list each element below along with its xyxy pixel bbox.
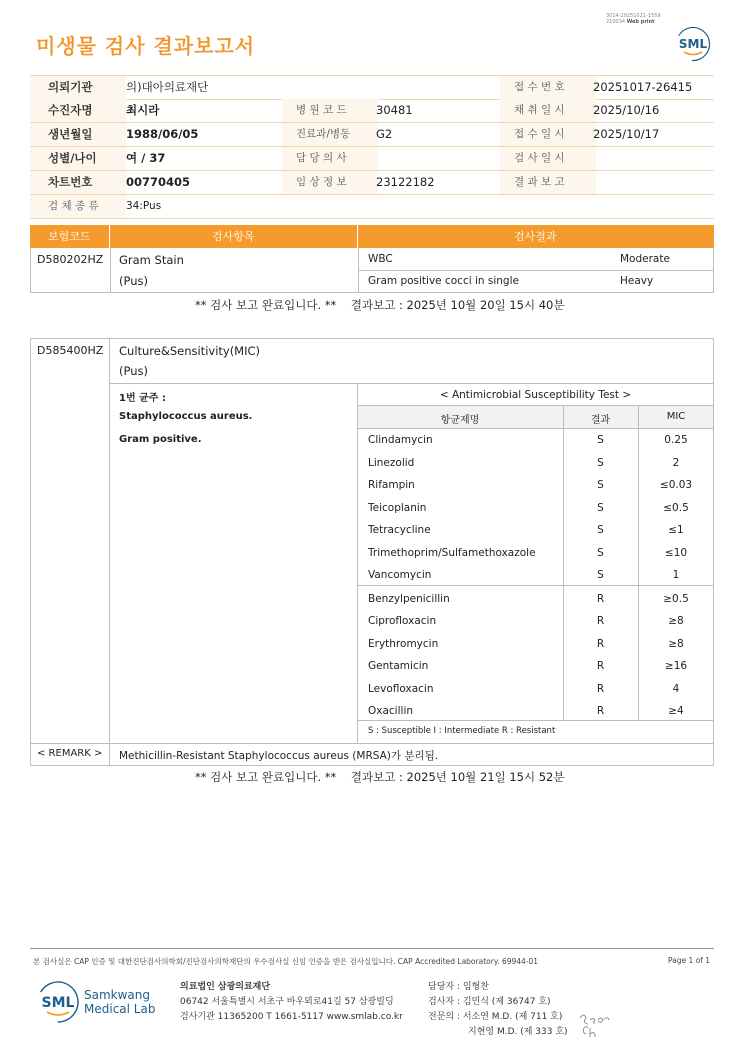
- drug-name: Benzylpenicillin: [368, 592, 450, 605]
- culture-test-name: Culture&Sensitivity(MIC): [119, 344, 261, 358]
- drug-name: Rifampin: [368, 479, 415, 491]
- signature-image: [578, 1008, 612, 1045]
- drug-result: R: [596, 615, 605, 627]
- doctor-label: 담 당 의 사: [282, 147, 378, 170]
- chart-no-label: 차트번호: [30, 171, 126, 194]
- collect-date-value: 2025/10/16: [593, 103, 660, 117]
- dept-label: 진료과/병동: [282, 123, 378, 146]
- result-column-header: [30, 225, 714, 248]
- receipt-date-label: 접 수 일 시: [500, 123, 596, 146]
- drug-result: S: [597, 546, 604, 559]
- col-result: 검사결과: [514, 230, 557, 243]
- report-label: 결 과 보 고: [500, 171, 596, 194]
- receipt-no-value: 20251017-26415: [593, 80, 693, 94]
- remark-text: Methicillin-Resistant Staphylococcus aureus (MRSA)가 분리됨.: [119, 750, 439, 762]
- sex-age-value: 여 / 37: [126, 151, 166, 165]
- organism-gram: Gram positive.: [119, 434, 202, 445]
- drug-name: Ciprofloxacin: [368, 615, 437, 627]
- requester-label: 의뢰기관: [30, 76, 126, 99]
- col-code: 보험코드: [48, 230, 91, 243]
- drug-mic: 2: [672, 456, 680, 469]
- svg-text:SML: SML: [678, 37, 708, 51]
- drug-mic: 4: [672, 682, 680, 695]
- drug-mic: ≥8: [668, 637, 684, 650]
- hospital-code-label: 병 원 코 드: [282, 99, 378, 122]
- gram-result-1-name: WBC: [368, 253, 393, 265]
- drug-name: Levofloxacin: [368, 682, 434, 695]
- drug-mic: ≥0.5: [663, 592, 689, 605]
- organism-number: 1번 균주 :: [119, 393, 166, 404]
- drug-result: S: [597, 456, 604, 469]
- specimen-value: 34:Pus: [126, 200, 162, 212]
- drug-name: Trimethoprim/Sulfamethoxazole: [368, 546, 536, 559]
- sml-logo-icon: [675, 26, 711, 62]
- footer-divider: [30, 948, 714, 949]
- drug-name: Teicoplanin: [368, 501, 427, 514]
- patient-name-label: 수진자명: [30, 99, 126, 122]
- gram-stain-table: [30, 248, 714, 293]
- drug-result: S: [597, 524, 604, 536]
- drug-name: Clindamycin: [368, 434, 433, 446]
- drug-mic: ≥16: [664, 660, 688, 672]
- patient-name-value: 최시라: [126, 103, 160, 117]
- drug-result: S: [597, 569, 604, 581]
- col-mic: MIC: [666, 411, 686, 422]
- drug-mic: ≥4: [668, 705, 684, 717]
- col-item: 검사항목: [212, 230, 255, 243]
- requester-value: 의)대아의료재단: [126, 80, 209, 94]
- clinical-info-value: 23122182: [376, 175, 435, 189]
- sex-age-label: 성별/나이: [30, 147, 126, 170]
- page-number: Page 1 of 1: [668, 956, 711, 965]
- clinical-info-label: 임 상 정 보: [282, 171, 378, 194]
- hospital-code-value: 30481: [376, 103, 413, 117]
- culture-table: [30, 338, 714, 766]
- drug-name: Linezolid: [368, 456, 415, 469]
- drug-name: Gentamicin: [368, 660, 429, 672]
- test-date-label: 검 사 일 시: [500, 147, 596, 170]
- gram-complete-text: ** 검사 보고 완료입니다. ** 결과보고 : 2025년 10월 20일 15시 40분: [195, 298, 565, 312]
- drug-result: R: [596, 637, 605, 650]
- receipt-date-value: 2025/10/17: [593, 127, 660, 141]
- col-ast-result: 결과: [590, 415, 611, 426]
- drug-result: S: [597, 479, 604, 491]
- drug-name: Erythromycin: [368, 637, 439, 650]
- ast-title: < Antimicrobial Susceptibility Test >: [439, 389, 632, 401]
- specimen-label: 검 체 종 류: [30, 195, 126, 218]
- remark-label: < REMARK >: [37, 748, 103, 759]
- culture-complete-text: ** 검사 보고 완료입니다. ** 결과보고 : 2025년 10월 21일 15시 52분: [195, 770, 565, 784]
- drug-name: Oxacillin: [368, 705, 414, 717]
- culture-specimen: (Pus): [119, 364, 148, 378]
- document-number: 3014-20251021-1559 210034 Web print: [606, 13, 661, 25]
- gram-result-2-value: Heavy: [620, 275, 654, 287]
- drug-name: Tetracycline: [368, 524, 431, 536]
- gram-result-2-name: Gram positive cocci in single: [368, 275, 519, 287]
- drug-mic: ≤0.5: [663, 501, 689, 514]
- svg-text:SML: SML: [41, 995, 75, 1011]
- drug-result: R: [596, 682, 605, 695]
- organism-name: Staphylococcus aureus.: [119, 411, 253, 422]
- collect-date-label: 채 취 일 시: [500, 99, 596, 122]
- samkwang-logo-text: Samkwang Medical Lab: [84, 988, 156, 1016]
- col-drug-name: 항균제명: [440, 415, 480, 426]
- samkwang-logo-icon: [36, 980, 80, 1024]
- drug-mic: 1: [672, 569, 680, 581]
- page-title: 미생물 검사 결과보고서: [36, 34, 256, 58]
- drug-result: R: [596, 705, 605, 717]
- drug-result: R: [596, 592, 605, 605]
- ast-legend: S : Susceptible I : Intermediate R : Resistant: [368, 726, 556, 736]
- birth-label: 생년월일: [30, 123, 126, 146]
- drug-mic: ≥8: [668, 615, 684, 627]
- certification-text: 본 검사실은 CAP 인증 및 대한진단검사의학회/진단검사의학재단의 우수검사실 신임 인증을 받은 검사실입니다. CAP Accredited Laboratory. 69944-01: [33, 957, 539, 966]
- gram-specimen: (Pus): [119, 274, 148, 288]
- dept-value: G2: [376, 127, 393, 141]
- signatures: 담당자 : 임형찬 검사자 : 김민식 (제 36747 호) 전문의 : 서소연 M.D. (제 711 호) 지현영 M.D. (제 333 호): [428, 982, 568, 1037]
- drug-name: Vancomycin: [368, 569, 432, 581]
- gram-code: D580202HZ: [37, 253, 104, 266]
- birth-value: 1988/06/05: [126, 127, 199, 141]
- receipt-no-label: 접 수 번 호: [500, 76, 596, 99]
- drug-result: R: [596, 660, 605, 672]
- drug-mic: ≤1: [668, 524, 684, 536]
- gram-test-name: Gram Stain: [119, 253, 184, 267]
- drug-mic: 0.25: [664, 434, 688, 446]
- culture-code: D585400HZ: [37, 344, 104, 357]
- drug-mic: ≤0.03: [659, 479, 693, 491]
- gram-result-1-value: Moderate: [620, 253, 670, 265]
- drug-result: S: [597, 501, 604, 514]
- organization-info: 의료법인 삼광의료재단 06742 서울특별시 서초구 바우뫼로41길 57 삼광빌딩 검사기관 11365200 T 1661-5117 www.smlab.co.kr: [180, 982, 403, 1022]
- drug-result: S: [597, 434, 604, 446]
- chart-no-value: 00770405: [126, 175, 191, 189]
- drug-mic: ≤10: [664, 546, 688, 559]
